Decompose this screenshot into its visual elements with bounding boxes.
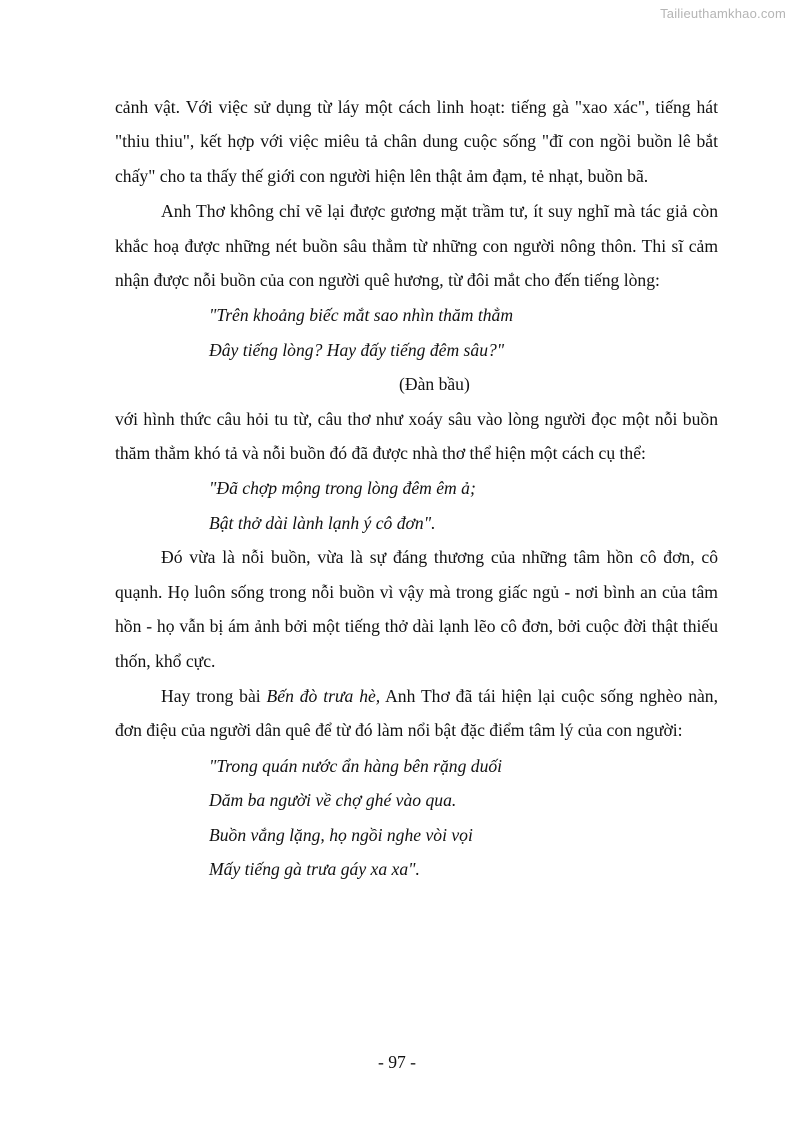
verse-line: Bật thở dài lành lạnh ý cô đơn". xyxy=(209,512,436,533)
paragraph-5-lead: Hay trong bài xyxy=(161,685,267,706)
verse-line: "Trên khoảng biếc mắt sao nhìn thăm thẳm xyxy=(209,305,514,326)
verse-line: Dăm ba người về chợ ghé vào qua. xyxy=(209,790,457,811)
document-body xyxy=(115,90,718,886)
paragraph-5 xyxy=(115,679,718,748)
verse-line: "Trong quán nước ẩn hàng bên rặng duối xyxy=(209,755,503,776)
paragraph-3: với hình thức câu hỏi tu từ, câu thơ như xoáy sâu vào lòng người đọc một nỗi buồn thăm thẳm khó tả và nỗi buồn đó đã được nhà thơ thể hiện một cách cụ thể: xyxy=(115,408,718,464)
verse-quote-2 xyxy=(209,471,718,540)
paragraph-4: Đó vừa là nỗi buồn, vừa là sự đáng thương của những tâm hồn cô đơn, cô quạnh. Họ luôn sống trong nỗi buồn vì vậy mà trong giấc ngủ - nơi bình an của tâm hồn - họ vẫn bị ám ảnh bởi một tiếng thở dài lạnh lẽo cô đơn, bởi cuộc đời thật thiếu thốn, khổ cực. xyxy=(115,547,718,671)
verse-line: "Đã chợp mộng trong lòng đêm êm ả; xyxy=(209,478,476,499)
site-watermark: Tailieuthamkhao.com xyxy=(660,6,786,21)
paragraph-1: cảnh vật. Với việc sử dụng từ láy một cách linh hoạt: tiếng gà "xao xác", tiếng hát "thiu thiu", kết hợp với việc miêu tả chân dung cuộc sống "đĩ con ngồi buồn lê bắt chấy" cho ta thấy thế giới con người hiện lên thật ảm đạm, tẻ nhạt, buồn bã. xyxy=(115,97,718,186)
verse-line: Mấy tiếng gà trưa gáy xa xa". xyxy=(209,858,420,879)
verse-quote-1 xyxy=(209,298,718,367)
paragraph-2: Anh Thơ không chỉ vẽ lại được gương mặt trầm tư, ít suy nghĩ mà tác giả còn khắc hoạ được những nét buồn sâu thẳm từ những con người nông thôn. Thi sĩ cảm nhận được nỗi buồn của con người quê hương, từ đôi mắt cho đến tiếng lòng: xyxy=(115,201,718,291)
verse-source: (Đàn bầu) xyxy=(399,374,470,395)
paragraph-5-rest: Anh Thơ đã tái hiện lại cuộc sống nghèo nàn, đơn điệu của người dân quê để từ đó làm nổi bật đặc điểm tâm lý của con người: xyxy=(115,685,718,741)
page-number: - 97 - xyxy=(377,1052,417,1072)
verse-line: Đây tiếng lòng? Hay đấy tiếng đêm sâu?" xyxy=(209,339,505,360)
poem-title: Bến đò trưa hè, xyxy=(266,685,381,706)
verse-line: Buồn vắng lặng, họ ngồi nghe vòi vọi xyxy=(209,824,473,845)
verse-quote-3 xyxy=(209,749,718,887)
